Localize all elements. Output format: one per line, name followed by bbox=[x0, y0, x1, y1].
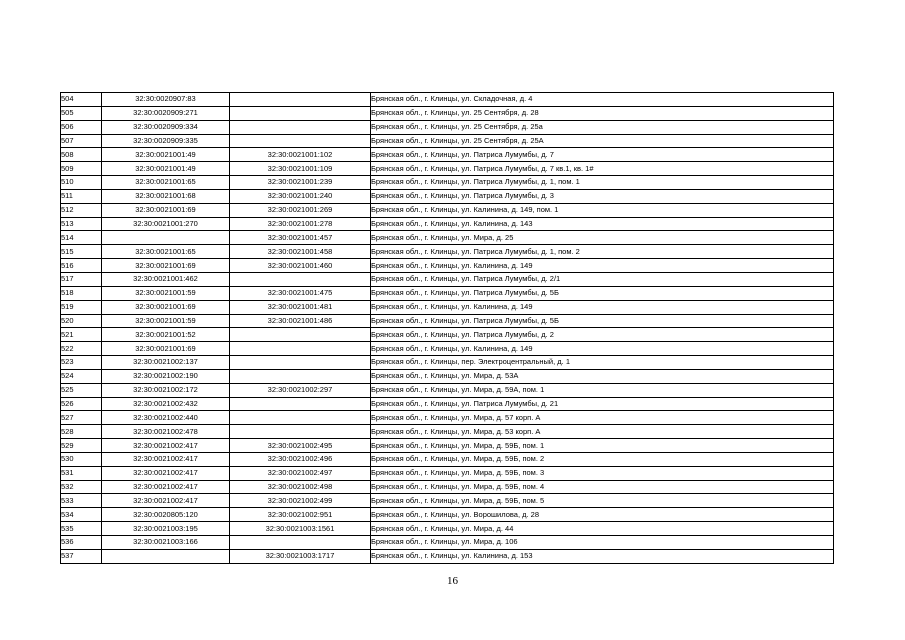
table-row bbox=[61, 466, 834, 480]
row-number-cell: 504 bbox=[61, 93, 102, 107]
cadastral-number-cell: 32:30:0021002:417 bbox=[102, 439, 230, 453]
object-cadastral-number-cell: 32:30:0021001:460 bbox=[230, 259, 371, 273]
object-cadastral-number-cell: 32:30:0021001:486 bbox=[230, 314, 371, 328]
address-cell: Брянская обл., г. Клинцы, ул. Мира, д. 53 корп. А bbox=[371, 425, 834, 439]
table-row bbox=[61, 328, 834, 342]
address-cell: Брянская обл., г. Клинцы, ул. Калинина, д. 149 bbox=[371, 342, 834, 356]
row-number-cell: 510 bbox=[61, 176, 102, 190]
table-row bbox=[61, 356, 834, 370]
table-row bbox=[61, 134, 834, 148]
table-row bbox=[61, 148, 834, 162]
cadastral-number-cell: 32:30:0021002:417 bbox=[102, 452, 230, 466]
row-number-cell: 514 bbox=[61, 231, 102, 245]
address-cell: Брянская обл., г. Клинцы, ул. 25 Сентября, д. 28 bbox=[371, 106, 834, 120]
address-cell: Брянская обл., г. Клинцы, ул. Складочная, д. 4 bbox=[371, 93, 834, 107]
table-row bbox=[61, 120, 834, 134]
object-cadastral-number-cell bbox=[230, 134, 371, 148]
cadastral-number-cell: 32:30:0021002:190 bbox=[102, 369, 230, 383]
address-cell: Брянская обл., г. Клинцы, ул. Патриса Лумумбы, д. 3 bbox=[371, 189, 834, 203]
cadastral-number-cell: 32:30:0021001:69 bbox=[102, 259, 230, 273]
row-number-cell: 522 bbox=[61, 342, 102, 356]
row-number-cell: 520 bbox=[61, 314, 102, 328]
cadastral-number-cell: 32:30:0021001:49 bbox=[102, 162, 230, 176]
address-cell: Брянская обл., г. Клинцы, ул. Патриса Лумумбы, д. 5Б bbox=[371, 314, 834, 328]
object-cadastral-number-cell: 32:30:0021001:475 bbox=[230, 286, 371, 300]
object-cadastral-number-cell bbox=[230, 425, 371, 439]
address-cell: Брянская обл., г. Клинцы, ул. Патриса Лумумбы, д. 2/1 bbox=[371, 272, 834, 286]
cadastral-number-cell: 32:30:0021002:137 bbox=[102, 356, 230, 370]
object-cadastral-number-cell bbox=[230, 536, 371, 550]
table-row bbox=[61, 259, 834, 273]
object-cadastral-number-cell: 32:30:0021002:297 bbox=[230, 383, 371, 397]
cadastral-number-cell bbox=[102, 231, 230, 245]
row-number-cell: 524 bbox=[61, 369, 102, 383]
row-number-cell: 537 bbox=[61, 549, 102, 563]
object-cadastral-number-cell bbox=[230, 369, 371, 383]
address-cell: Брянская обл., г. Клинцы, ул. Патриса Лумумбы, д. 21 bbox=[371, 397, 834, 411]
row-number-cell: 507 bbox=[61, 134, 102, 148]
object-cadastral-number-cell bbox=[230, 93, 371, 107]
object-cadastral-number-cell: 32:30:0021001:239 bbox=[230, 176, 371, 190]
cadastral-number-cell: 32:30:0021003:195 bbox=[102, 522, 230, 536]
cadastral-number-cell: 32:30:0021001:59 bbox=[102, 314, 230, 328]
address-cell: Брянская обл., г. Клинцы, ул. 25 Сентября, д. 25А bbox=[371, 134, 834, 148]
address-cell: Брянская обл., г. Клинцы, ул. Мира, д. 59Б, пом. 4 bbox=[371, 480, 834, 494]
table-row bbox=[61, 397, 834, 411]
address-cell: Брянская обл., г. Клинцы, ул. Мира, д. 59Б, пом. 2 bbox=[371, 452, 834, 466]
cadastral-number-cell: 32:30:0021001:69 bbox=[102, 300, 230, 314]
cadastral-table bbox=[60, 92, 834, 564]
object-cadastral-number-cell: 32:30:0021001:278 bbox=[230, 217, 371, 231]
cadastral-number-cell: 32:30:0020909:271 bbox=[102, 106, 230, 120]
row-number-cell: 516 bbox=[61, 259, 102, 273]
row-number-cell: 521 bbox=[61, 328, 102, 342]
cadastral-number-cell: 32:30:0021002:478 bbox=[102, 425, 230, 439]
table-row bbox=[61, 272, 834, 286]
object-cadastral-number-cell: 32:30:0021001:109 bbox=[230, 162, 371, 176]
address-cell: Брянская обл., г. Клинцы, ул. Патриса Лумумбы, д. 1, пом. 2 bbox=[371, 245, 834, 259]
table-row bbox=[61, 231, 834, 245]
row-number-cell: 523 bbox=[61, 356, 102, 370]
row-number-cell: 535 bbox=[61, 522, 102, 536]
cadastral-number-cell bbox=[102, 549, 230, 563]
table-row bbox=[61, 536, 834, 550]
row-number-cell: 525 bbox=[61, 383, 102, 397]
address-cell: Брянская обл., г. Клинцы, ул. Патриса Лумумбы, д. 7 кв.1, кв. 1# bbox=[371, 162, 834, 176]
table-row bbox=[61, 411, 834, 425]
table-row bbox=[61, 549, 834, 563]
row-number-cell: 526 bbox=[61, 397, 102, 411]
object-cadastral-number-cell: 32:30:0021001:240 bbox=[230, 189, 371, 203]
object-cadastral-number-cell: 32:30:0021002:497 bbox=[230, 466, 371, 480]
address-cell: Брянская обл., г. Клинцы, ул. Мира, д. 57 корп. А bbox=[371, 411, 834, 425]
address-cell: Брянская обл., г. Клинцы, ул. Мира, д. 53А bbox=[371, 369, 834, 383]
address-cell: Брянская обл., г. Клинцы, ул. Калинина, д. 143 bbox=[371, 217, 834, 231]
table-row bbox=[61, 522, 834, 536]
address-cell: Брянская обл., г. Клинцы, ул. Мира, д. 25 bbox=[371, 231, 834, 245]
row-number-cell: 513 bbox=[61, 217, 102, 231]
cadastral-number-cell: 32:30:0021001:270 bbox=[102, 217, 230, 231]
row-number-cell: 534 bbox=[61, 508, 102, 522]
object-cadastral-number-cell: 32:30:0021002:496 bbox=[230, 452, 371, 466]
cadastral-number-cell: 32:30:0021001:69 bbox=[102, 342, 230, 356]
address-cell: Брянская обл., г. Клинцы, ул. Калинина, д. 149, пом. 1 bbox=[371, 203, 834, 217]
table-row bbox=[61, 286, 834, 300]
address-cell: Брянская обл., г. Клинцы, пер. Электроцентральный, д. 1 bbox=[371, 356, 834, 370]
row-number-cell: 509 bbox=[61, 162, 102, 176]
table-row bbox=[61, 508, 834, 522]
cadastral-number-cell: 32:30:0021002:417 bbox=[102, 466, 230, 480]
row-number-cell: 529 bbox=[61, 439, 102, 453]
cadastral-number-cell: 32:30:0021001:462 bbox=[102, 272, 230, 286]
object-cadastral-number-cell: 32:30:0021001:269 bbox=[230, 203, 371, 217]
cadastral-number-cell: 32:30:0020805:120 bbox=[102, 508, 230, 522]
table-row bbox=[61, 369, 834, 383]
table-row bbox=[61, 452, 834, 466]
object-cadastral-number-cell: 32:30:0021003:1717 bbox=[230, 549, 371, 563]
cadastral-table-body bbox=[61, 93, 834, 564]
cadastral-number-cell: 32:30:0021002:432 bbox=[102, 397, 230, 411]
address-cell: Брянская обл., г. Клинцы, ул. Мира, д. 59Б, пом. 1 bbox=[371, 439, 834, 453]
table-row bbox=[61, 342, 834, 356]
address-cell: Брянская обл., г. Клинцы, ул. Патриса Лумумбы, д. 1, пом. 1 bbox=[371, 176, 834, 190]
object-cadastral-number-cell: 32:30:0021002:495 bbox=[230, 439, 371, 453]
object-cadastral-number-cell bbox=[230, 397, 371, 411]
table-row bbox=[61, 383, 834, 397]
address-cell: Брянская обл., г. Клинцы, ул. Калинина, д. 149 bbox=[371, 300, 834, 314]
row-number-cell: 530 bbox=[61, 452, 102, 466]
address-cell: Брянская обл., г. Клинцы, ул. Патриса Лумумбы, д. 7 bbox=[371, 148, 834, 162]
cadastral-number-cell: 32:30:0021003:166 bbox=[102, 536, 230, 550]
row-number-cell: 519 bbox=[61, 300, 102, 314]
object-cadastral-number-cell: 32:30:0021001:457 bbox=[230, 231, 371, 245]
cadastral-number-cell: 32:30:0021002:417 bbox=[102, 494, 230, 508]
address-cell: Брянская обл., г. Клинцы, ул. Ворошилова, д. 28 bbox=[371, 508, 834, 522]
cadastral-number-cell: 32:30:0021002:417 bbox=[102, 480, 230, 494]
row-number-cell: 528 bbox=[61, 425, 102, 439]
object-cadastral-number-cell bbox=[230, 356, 371, 370]
cadastral-number-cell: 32:30:0021001:52 bbox=[102, 328, 230, 342]
row-number-cell: 506 bbox=[61, 120, 102, 134]
table-row bbox=[61, 480, 834, 494]
table-row bbox=[61, 106, 834, 120]
row-number-cell: 517 bbox=[61, 272, 102, 286]
row-number-cell: 511 bbox=[61, 189, 102, 203]
cadastral-number-cell: 32:30:0021001:65 bbox=[102, 245, 230, 259]
table-row bbox=[61, 217, 834, 231]
page-number: 16 bbox=[447, 575, 458, 587]
row-number-cell: 527 bbox=[61, 411, 102, 425]
object-cadastral-number-cell bbox=[230, 342, 371, 356]
table-row bbox=[61, 245, 834, 259]
object-cadastral-number-cell bbox=[230, 120, 371, 134]
address-cell: Брянская обл., г. Клинцы, ул. Мира, д. 106 bbox=[371, 536, 834, 550]
object-cadastral-number-cell bbox=[230, 272, 371, 286]
table-row bbox=[61, 162, 834, 176]
address-cell: Брянская обл., г. Клинцы, ул. Мира, д. 59Б, пом. 3 bbox=[371, 466, 834, 480]
row-number-cell: 536 bbox=[61, 536, 102, 550]
object-cadastral-number-cell: 32:30:0021002:499 bbox=[230, 494, 371, 508]
address-cell: Брянская обл., г. Клинцы, ул. Патриса Лумумбы, д. 2 bbox=[371, 328, 834, 342]
cadastral-number-cell: 32:30:0020909:335 bbox=[102, 134, 230, 148]
object-cadastral-number-cell: 32:30:0021002:498 bbox=[230, 480, 371, 494]
table-row bbox=[61, 93, 834, 107]
address-cell: Брянская обл., г. Клинцы, ул. Патриса Лумумбы, д. 5Б bbox=[371, 286, 834, 300]
object-cadastral-number-cell bbox=[230, 328, 371, 342]
row-number-cell: 533 bbox=[61, 494, 102, 508]
table-row bbox=[61, 176, 834, 190]
cadastral-number-cell: 32:30:0021002:440 bbox=[102, 411, 230, 425]
table-row bbox=[61, 439, 834, 453]
table-row bbox=[61, 314, 834, 328]
table-row bbox=[61, 425, 834, 439]
address-cell: Брянская обл., г. Клинцы, ул. 25 Сентября, д. 25а bbox=[371, 120, 834, 134]
object-cadastral-number-cell bbox=[230, 106, 371, 120]
cadastral-number-cell: 32:30:0021001:65 bbox=[102, 176, 230, 190]
row-number-cell: 512 bbox=[61, 203, 102, 217]
address-cell: Брянская обл., г. Клинцы, ул. Мира, д. 59А, пом. 1 bbox=[371, 383, 834, 397]
cadastral-number-cell: 32:30:0020909:334 bbox=[102, 120, 230, 134]
table-row bbox=[61, 300, 834, 314]
cadastral-number-cell: 32:30:0020907:83 bbox=[102, 93, 230, 107]
row-number-cell: 532 bbox=[61, 480, 102, 494]
address-cell: Брянская обл., г. Клинцы, ул. Мира, д. 44 bbox=[371, 522, 834, 536]
cadastral-number-cell: 32:30:0021001:59 bbox=[102, 286, 230, 300]
cadastral-number-cell: 32:30:0021001:68 bbox=[102, 189, 230, 203]
row-number-cell: 531 bbox=[61, 466, 102, 480]
cadastral-number-cell: 32:30:0021002:172 bbox=[102, 383, 230, 397]
row-number-cell: 508 bbox=[61, 148, 102, 162]
object-cadastral-number-cell: 32:30:0021001:481 bbox=[230, 300, 371, 314]
object-cadastral-number-cell bbox=[230, 411, 371, 425]
address-cell: Брянская обл., г. Клинцы, ул. Калинина, д. 153 bbox=[371, 549, 834, 563]
address-cell: Брянская обл., г. Клинцы, ул. Калинина, д. 149 bbox=[371, 259, 834, 273]
row-number-cell: 505 bbox=[61, 106, 102, 120]
row-number-cell: 515 bbox=[61, 245, 102, 259]
object-cadastral-number-cell: 32:30:0021003:1561 bbox=[230, 522, 371, 536]
table-row bbox=[61, 494, 834, 508]
table-row bbox=[61, 203, 834, 217]
object-cadastral-number-cell: 32:30:0021002:951 bbox=[230, 508, 371, 522]
table-row bbox=[61, 189, 834, 203]
object-cadastral-number-cell: 32:30:0021001:102 bbox=[230, 148, 371, 162]
address-cell: Брянская обл., г. Клинцы, ул. Мира, д. 59Б, пом. 5 bbox=[371, 494, 834, 508]
object-cadastral-number-cell: 32:30:0021001:458 bbox=[230, 245, 371, 259]
cadastral-number-cell: 32:30:0021001:49 bbox=[102, 148, 230, 162]
cadastral-number-cell: 32:30:0021001:69 bbox=[102, 203, 230, 217]
row-number-cell: 518 bbox=[61, 286, 102, 300]
